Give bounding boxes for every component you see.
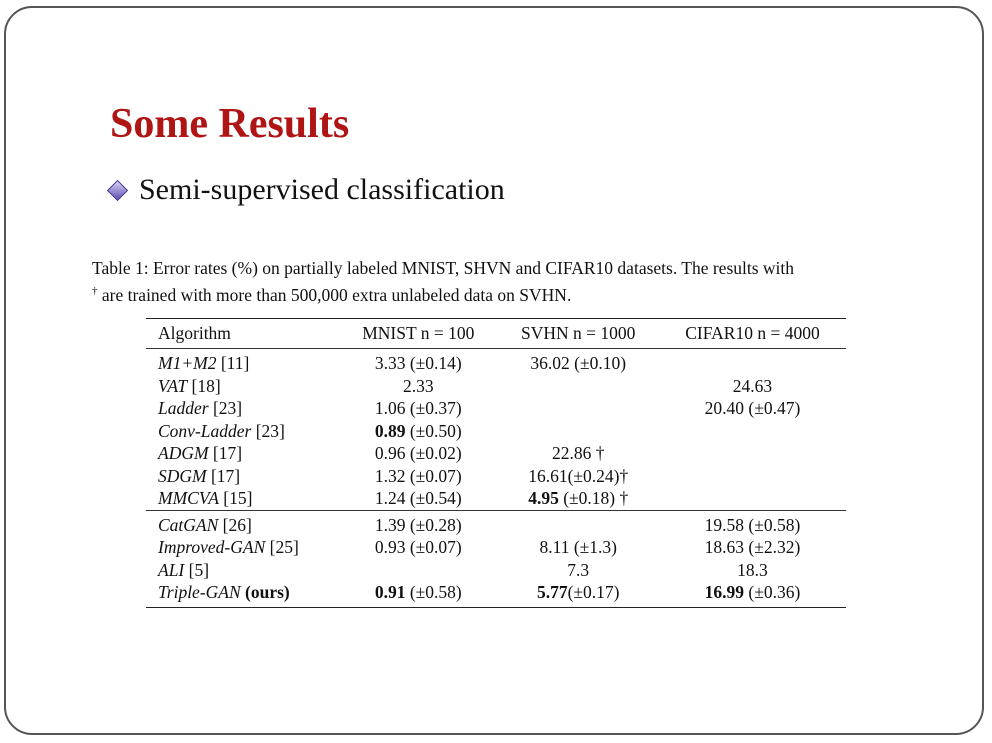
cell-svhn (498, 536, 659, 559)
cell-algorithm (146, 581, 339, 607)
value: 18.63 (±2.32) (704, 537, 801, 557)
cell-mnist (339, 581, 498, 607)
algorithm-ref: [23] (251, 420, 285, 441)
cell-svhn (498, 375, 659, 398)
cell-algorithm (146, 559, 339, 582)
table-row (146, 397, 846, 420)
cell-mnist (339, 510, 498, 536)
cell-svhn (498, 510, 659, 536)
algorithm-name: M1+M2 (158, 353, 217, 373)
value: 16.61(±0.24)† (528, 465, 629, 486)
cell-cifar10 (659, 487, 846, 510)
value: (±0.18) † (558, 488, 629, 508)
table-row (146, 465, 846, 488)
cell-cifar10 (659, 581, 846, 607)
value: 1.06 (±0.37) (374, 398, 462, 418)
table-row (146, 559, 846, 582)
algorithm-name: ADGM (158, 443, 209, 463)
cell-svhn (498, 581, 659, 607)
table-row (146, 349, 846, 375)
algorithm-name: Improved-GAN (158, 537, 266, 557)
value: (±0.50) (405, 420, 462, 441)
cell-cifar10 (659, 420, 846, 443)
cell-cifar10 (659, 397, 846, 420)
value: 2.33 (402, 375, 434, 396)
value: (±0.58) (405, 582, 462, 602)
cell-svhn (498, 559, 659, 582)
table-group-generative (146, 349, 846, 511)
value: 1.39 (±0.28) (374, 514, 462, 535)
value: 3.33 (±0.14) (374, 353, 462, 373)
bold-value: 5.77 (536, 582, 568, 602)
algorithm-ref: [17] (208, 443, 243, 463)
cell-cifar10 (659, 559, 846, 582)
table-row (146, 375, 846, 398)
bold-value: 0.89 (374, 420, 406, 441)
cell-cifar10 (659, 536, 846, 559)
header-mnist: MNIST n = 100 (362, 323, 475, 343)
value: 0.96 (±0.02) (374, 443, 462, 463)
algorithm-ref: [15] (218, 488, 253, 508)
algorithm-name: CatGAN (158, 514, 219, 535)
cell-mnist (339, 536, 498, 559)
value: 24.63 (732, 375, 773, 396)
value: (±0.36) (744, 582, 801, 602)
cell-svhn (498, 349, 659, 375)
algorithm-ref: [25] (265, 537, 299, 557)
cell-cifar10 (659, 375, 846, 398)
cell-algorithm (146, 375, 339, 398)
cell-algorithm (146, 487, 339, 510)
algorithm-name: VAT (158, 375, 188, 396)
algorithm-name: ALI (158, 559, 185, 580)
table-header-row (146, 319, 846, 349)
value: (±0.17) (567, 582, 620, 602)
value: 1.32 (±0.07) (374, 465, 462, 486)
cell-cifar10 (659, 465, 846, 488)
value: 7.3 (567, 559, 590, 580)
cell-svhn (498, 487, 659, 510)
table-row (146, 420, 846, 443)
cell-algorithm (146, 442, 339, 465)
cell-svhn (498, 442, 659, 465)
algorithm-ref: [11] (216, 353, 250, 373)
cell-cifar10 (659, 349, 846, 375)
algorithm-name: Ladder (158, 398, 209, 418)
header-algorithm: Algorithm (158, 323, 231, 343)
value: 19.58 (±0.58) (704, 514, 801, 535)
algorithm-name: Triple-GAN (158, 582, 241, 602)
value: 22.86 † (551, 443, 605, 463)
cell-mnist (339, 465, 498, 488)
algorithm-ref: [26] (218, 514, 252, 535)
bold-value: 16.99 (704, 582, 745, 602)
table-group-gan (146, 510, 846, 607)
cell-mnist (339, 442, 498, 465)
value: 20.40 (±0.47) (704, 398, 801, 418)
value: 0.93 (±0.07) (374, 537, 462, 557)
diamond-bullet-icon (107, 179, 128, 200)
bullet-item (110, 173, 505, 207)
ours-label: (ours) (240, 582, 290, 602)
table-row (146, 487, 846, 510)
algorithm-name: MMCVA (158, 488, 219, 508)
cell-svhn (498, 397, 659, 420)
bold-value: 4.95 (528, 488, 559, 508)
cell-algorithm (146, 536, 339, 559)
cell-cifar10 (659, 510, 846, 536)
dagger-mark: † (92, 285, 98, 297)
cell-cifar10 (659, 442, 846, 465)
results-table (146, 318, 846, 608)
value: 18.3 (737, 559, 768, 580)
table-row (146, 510, 846, 536)
table-row (146, 536, 846, 559)
algorithm-ref: [17] (206, 465, 241, 486)
cell-mnist (339, 487, 498, 510)
slide-title: Some Results (110, 101, 350, 147)
algorithm-ref: [5] (184, 559, 210, 580)
table-caption: Table 1: Error rates (%) on partially labeled MNIST, SHVN and CIFAR10 datasets. The results with † are trained with more than 500,000 extra unlabeled data on SVHN. (92, 258, 795, 305)
cell-svhn (498, 420, 659, 443)
cell-mnist (339, 420, 498, 443)
cell-algorithm (146, 349, 339, 375)
bold-value: 0.91 (374, 582, 406, 602)
value: 8.11 (±1.3) (539, 537, 617, 557)
algorithm-name: SDGM (158, 465, 207, 486)
algorithm-ref: [18] (187, 375, 221, 396)
cell-mnist (339, 375, 498, 398)
header-cifar10: CIFAR10 n = 4000 (685, 323, 820, 343)
cell-algorithm (146, 510, 339, 536)
algorithm-ref: [23] (208, 398, 243, 418)
table-row (146, 442, 846, 465)
header-svhn: SVHN n = 1000 (521, 323, 636, 343)
value: 1.24 (±0.54) (374, 488, 462, 508)
table-row (146, 581, 846, 607)
cell-mnist (339, 559, 498, 582)
cell-algorithm (146, 420, 339, 443)
cell-algorithm (146, 465, 339, 488)
cell-svhn (498, 465, 659, 488)
algorithm-name: Conv-Ladder (158, 420, 252, 441)
value: 36.02 (±0.10) (530, 353, 627, 373)
cell-algorithm (146, 397, 339, 420)
bullet-text: Semi-supervised classification (139, 173, 505, 206)
cell-mnist (339, 397, 498, 420)
cell-mnist (339, 349, 498, 375)
